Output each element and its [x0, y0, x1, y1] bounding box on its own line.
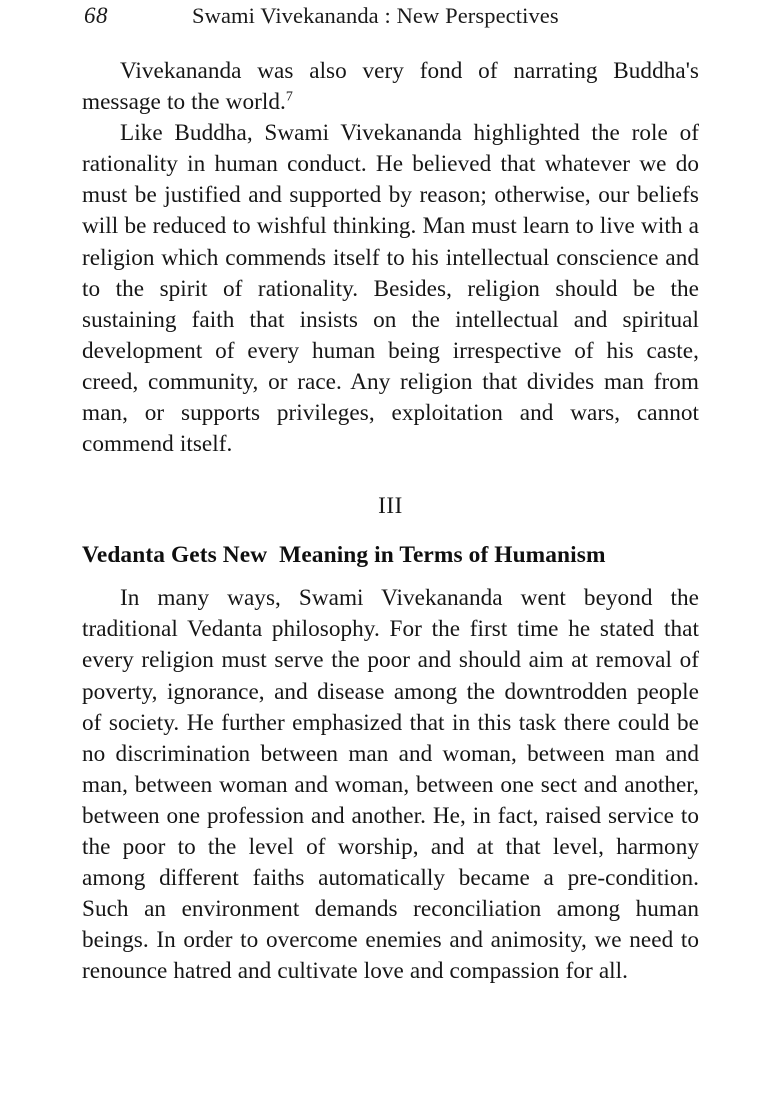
section-number: III [378, 493, 403, 519]
paragraph-3: In many ways, Swami Vivekananda went beyond the traditional Vedanta philosophy. For the first time he stated that every religion must serve the poor and should aim at removal of poverty, ignorance, and disease among the downtrodden people of society. He further emphasized that in this task there could be no discrimination between man and woman, between man and man, between woman and woman, between one sect and another, between one profession and another. He, in fact, raised service to the poor to the level of worship, and at that level, harmony among different faiths automatically became a pre-condition. Such an environment demands reconciliation among human beings. In order to overcome enemies and animosity, we need to renounce hatred and cultivate love and compassion for all. [82, 585, 699, 985]
paragraph-1-text: Vivekananda was also very fond of narrating Buddha's message to the world. [82, 58, 699, 116]
section-heading: Vedanta Gets New Meaning in Terms of Humanism [82, 542, 606, 569]
running-head [0, 0, 780, 40]
paragraph-1 [82, 56, 699, 118]
running-title: Swami Vivekananda : New Perspectives [192, 3, 559, 28]
page-number: 68 [84, 3, 108, 28]
footnote-marker-7: 7 [285, 89, 293, 105]
text-column [82, 56, 699, 987]
paragraph-2: Like Buddha, Swami Vivekananda highlighted the role of rationality in human conduct. He believed that whatever we do must be justified and supported by reason; otherwise, our beliefs will be reduced to wishful thinking. Man must learn to live with a religion which commends itself to his intellectual conscience and to the spirit of rationality. Besides, religion should be the sustaining faith that insists on the intellectual and spiritual development of every human being irrespective of his caste, creed, community, or race. Any religion that divides man from man, or supports privileges, exploitation and wars, cannot commend itself. [82, 120, 699, 458]
